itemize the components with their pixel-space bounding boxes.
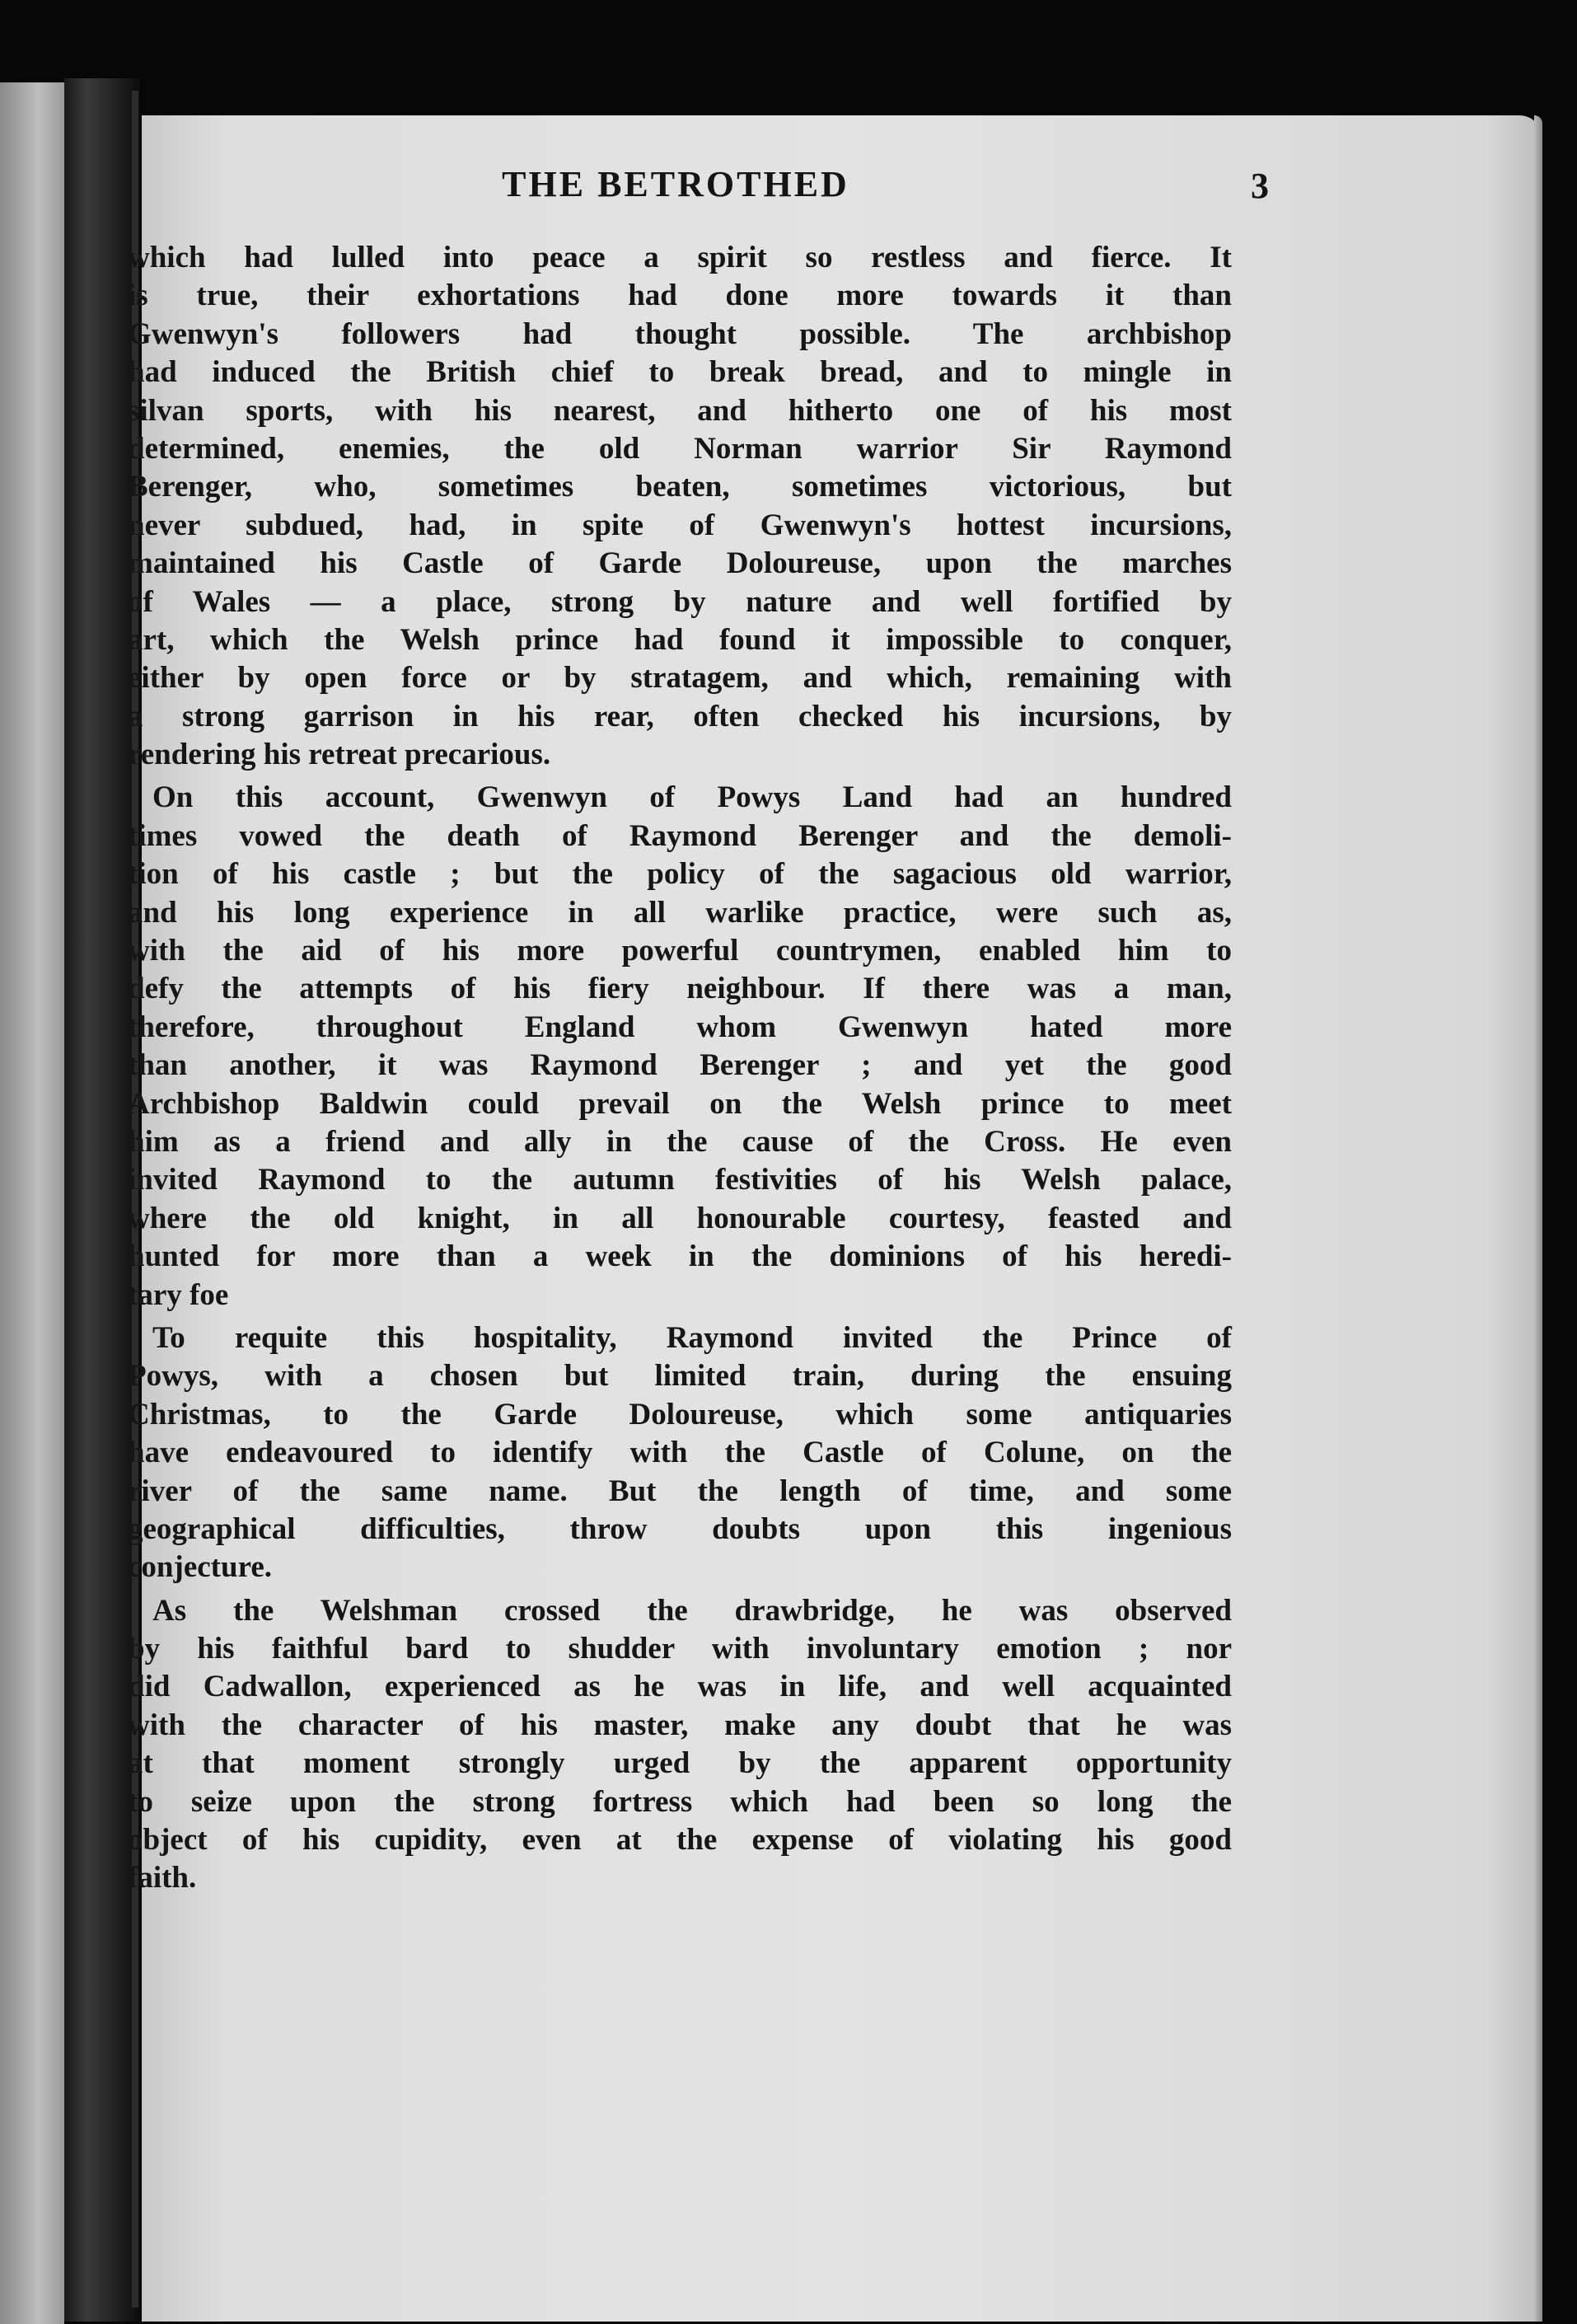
text-line: To requite this hospitality, Raymond invited the Prince of [152,1320,1232,1355]
text-line: where the old knight, in all honourable courtesy, feasted and [128,1201,1232,1235]
text-line: a strong garrison in his rear, often checked his incursions, by [128,699,1232,733]
text-line: either by open force or by stratagem, and which, remaining with [128,661,1232,696]
text-line: than another, it was Raymond Berenger ; and yet the good [128,1048,1232,1083]
text-line: faith. [128,1861,197,1895]
text-line: art, which the Welsh prince had found it impossible to conquer, [128,622,1232,657]
paragraph [128,1592,1232,1898]
text-line: did Cadwallon, experienced as he was in life, and well acquainted [128,1670,1232,1704]
text-line: river of the same name. But the length of time, and some [128,1474,1232,1508]
text-line: Powys, with a chosen but limited train, during the ensuing [128,1359,1232,1394]
page-number: 3 [1251,166,1269,206]
running-title: THE BETROTHED [502,164,849,204]
text-line: him as a friend and ally in the cause of the Cross. He even [128,1124,1232,1159]
text-line: Archbishop Baldwin could prevail on the Welsh prince to meet [128,1086,1232,1121]
text-line: never subdued, had, in spite of Gwenwyn's hottest incursions, [128,508,1232,542]
page-text [128,239,1232,1898]
text-line: to seize upon the strong fortress which had been so long the [128,1784,1232,1819]
text-line: Gwenwyn's followers had thought possible. The archbishop [128,316,1232,351]
page-header [124,163,1269,229]
text-line: hunted for more than a week in the dominions of his heredi- [128,1239,1232,1274]
text-line: had induced the British chief to break bread, and to mingle in [128,355,1232,390]
text-line: determined, enemies, the old Norman warrior Sir Raymond [128,431,1232,466]
text-line: geographical difficulties, throw doubts upon this ingenious [128,1511,1232,1546]
text-line: conjecture. [128,1550,272,1585]
text-line: is true, their exhortations had done more towards it than [128,279,1232,313]
paragraph [128,239,1232,774]
text-line: tion of his castle ; but the policy of the sagacious old warrior, [128,857,1232,892]
text-line: times vowed the death of Raymond Berenger and the demoli- [128,818,1232,853]
facing-page-edge [0,82,64,2324]
page-edge [1534,115,1542,2322]
paragraph [128,779,1232,1314]
text-line: As the Welshman crossed the drawbridge, he was observed [152,1593,1232,1628]
text-line: maintained his Castle of Garde Doloureuse, upon the marches [128,546,1232,581]
text-line: with the aid of his more powerful countrymen, enabled him to [128,934,1232,968]
text-line: object of his cupidity, even at the expense of violating his good [128,1823,1232,1858]
text-line: at that moment strongly urged by the apparent opportunity [128,1746,1232,1781]
paragraph [128,1319,1232,1587]
text-line: Christmas, to the Garde Doloureuse, which some antiquaries [128,1397,1232,1431]
text-line: therefore, throughout England whom Gwenwyn hated more [128,1010,1232,1044]
text-line: silvan sports, with his nearest, and hitherto one of his most [128,393,1232,428]
text-line: with the character of his master, make any doubt that he was [128,1708,1232,1742]
text-line: by his faithful bard to shudder with involuntary emotion ; nor [128,1632,1232,1666]
text-line: rendering his retreat precarious. [128,738,551,772]
text-line: have endeavoured to identify with the Castle of Colune, on the [128,1436,1232,1470]
text-line: defy the attempts of his fiery neighbour. If there was a man, [128,972,1232,1006]
text-line: and his long experience in all warlike practice, were such as, [128,895,1232,930]
text-line: which had lulled into peace a spirit so restless and fierce. It [128,241,1232,274]
text-line: On this account, Gwenwyn of Powys Land had an hundred [152,780,1232,815]
text-line: tary foe [128,1277,229,1312]
text-line: invited Raymond to the autumn festivities of his Welsh palace, [128,1163,1232,1197]
text-line: of Wales — a place, strong by nature and well fortified by [128,584,1232,619]
text-line: Berenger, who, sometimes beaten, sometimes victorious, but [128,470,1232,504]
